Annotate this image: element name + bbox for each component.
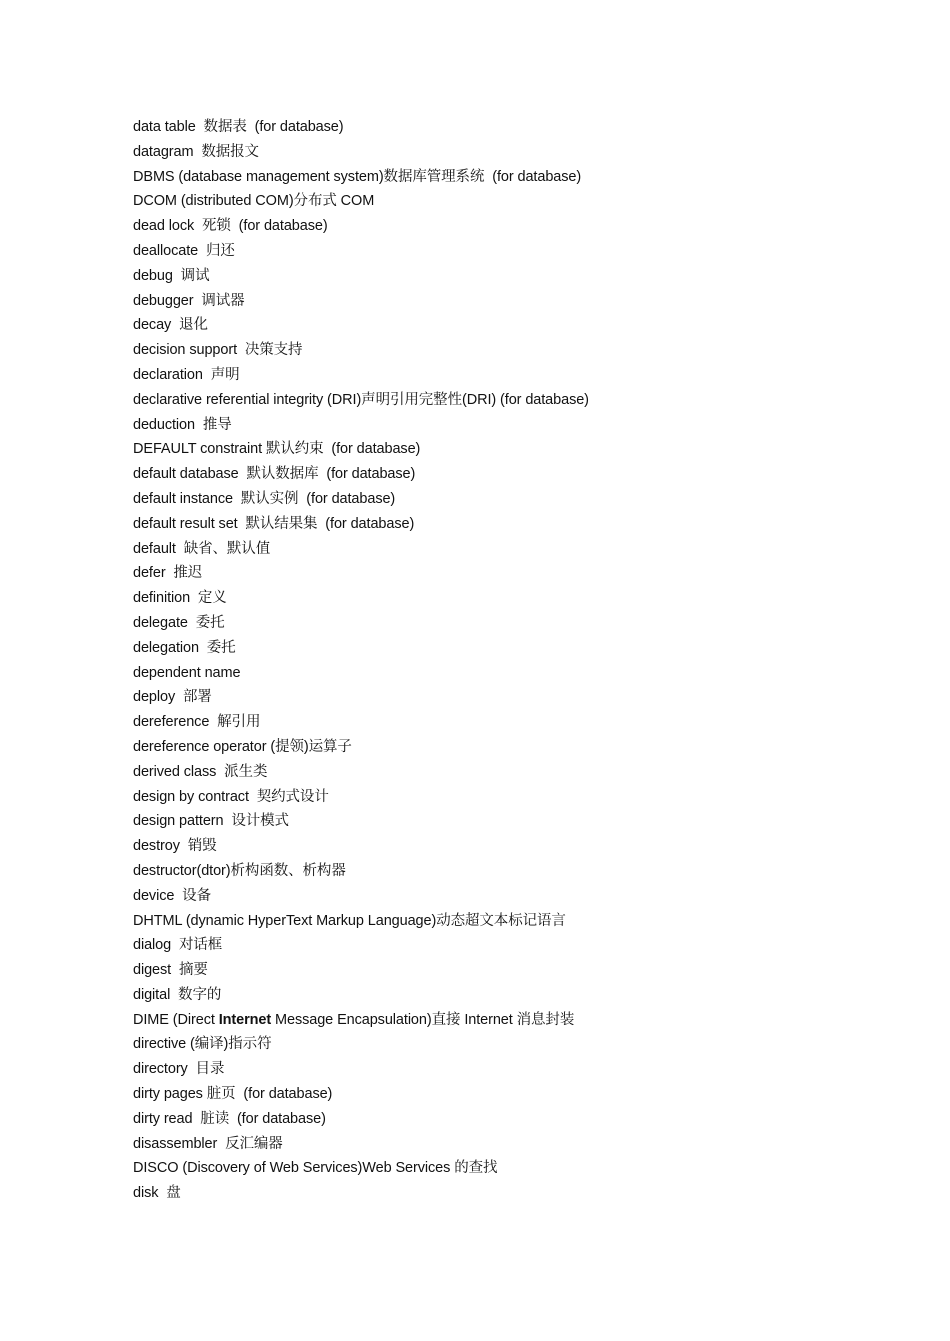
glossary-entry: dereference 解引用 <box>133 714 261 731</box>
glossary-entry: design pattern 设计模式 <box>133 813 289 830</box>
glossary-list <box>133 115 589 1206</box>
glossary-entry: DHTML (dynamic HyperText Markup Language)动态超文本标记语言 <box>133 912 566 929</box>
glossary-entry: disk 盘 <box>133 1185 181 1202</box>
glossary-entry: directive (编译)指示符 <box>133 1036 272 1053</box>
glossary-entry: DEFAULT constraint 默认约束 (for database) <box>133 441 421 458</box>
glossary-entry: dead lock 死锁 (for database) <box>133 218 328 235</box>
entry-text: Message Encapsulation)直接 Internet 消息封装 <box>271 1011 575 1028</box>
glossary-entry: device 设备 <box>133 887 211 904</box>
glossary-entry: deploy 部署 <box>133 689 212 706</box>
glossary-entry: declarative referential integrity (DRI)声明引用完整性(DRI) (for database) <box>133 391 589 408</box>
glossary-entry: default 缺省、默认值 <box>133 540 271 557</box>
glossary-entry: delegation 委托 <box>133 639 236 656</box>
glossary-entry: decay 退化 <box>133 317 208 334</box>
glossary-entry: directory 目录 <box>133 1061 225 1078</box>
glossary-entry: decision support 决策支持 <box>133 342 303 359</box>
glossary-entry: DISCO (Discovery of Web Services)Web Services 的查找 <box>133 1160 498 1177</box>
glossary-entry: dependent name <box>133 664 241 681</box>
entry-bold-term: Internet <box>218 1011 272 1028</box>
glossary-entry: data table 数据表 (for database) <box>133 119 344 135</box>
glossary-entry: declaration 声明 <box>133 366 240 383</box>
glossary-entry: DCOM (distributed COM)分布式 COM <box>133 193 375 210</box>
glossary-entry: defer 推迟 <box>133 565 203 582</box>
glossary-entry: dirty pages 脏页 (for database) <box>133 1086 333 1103</box>
glossary-entry: deduction 推导 <box>133 416 232 433</box>
glossary-entry <box>133 1008 589 1033</box>
glossary-entry: dereference operator (提领)运算子 <box>133 738 352 755</box>
glossary-entry: digital 数字的 <box>133 986 222 1003</box>
glossary-entry: deallocate 归还 <box>133 242 235 259</box>
glossary-entry: destroy 销毁 <box>133 838 217 855</box>
glossary-entry: disassembler 反汇编器 <box>133 1135 283 1152</box>
glossary-entry: digest 摘要 <box>133 962 208 979</box>
entry-text: DIME (Direct <box>133 1011 219 1028</box>
glossary-entry: definition 定义 <box>133 590 227 607</box>
glossary-entry: debug 调试 <box>133 267 210 284</box>
glossary-entry: datagram 数据报文 <box>133 143 259 160</box>
glossary-entry: derived class 派生类 <box>133 763 268 780</box>
glossary-entry: dialog 对话框 <box>133 937 223 954</box>
glossary-entry: default instance 默认实例 (for database) <box>133 490 396 507</box>
glossary-entry: default result set 默认结果集 (for database) <box>133 515 415 532</box>
glossary-entry: design by contract 契约式设计 <box>133 788 329 805</box>
glossary-entry: DBMS (database management system)数据库管理系统 (for database) <box>133 168 582 185</box>
glossary-entry: delegate 委托 <box>133 614 225 631</box>
glossary-entry: debugger 调试器 <box>133 292 245 309</box>
glossary-entry: dirty read 脏读 (for database) <box>133 1110 326 1127</box>
glossary-entry: destructor(dtor)析构函数、析构器 <box>133 862 346 879</box>
glossary-entry: default database 默认数据库 (for database) <box>133 466 416 483</box>
